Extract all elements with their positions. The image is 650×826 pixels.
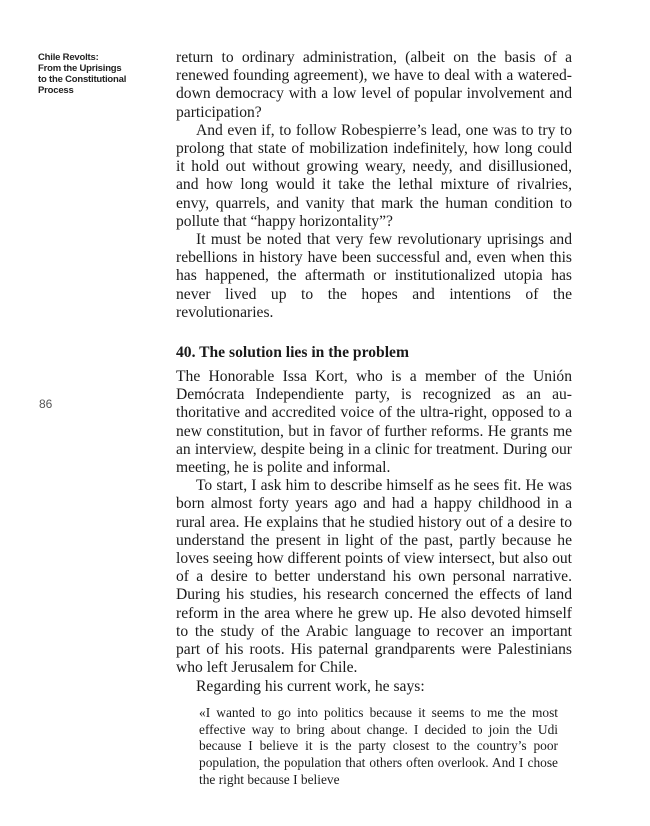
paragraph: The Honorable Issa Kort, who is a member of the Unión Demócrata Independiente party, is recognized as an authoritative and accredited voice of the ultra-right, opposed to a new constitution, but in favor of further reforms. He grants me an interview, despite being in a clinic for treatment. During our meeting, he is polite and informal. [176, 368, 572, 477]
section-heading: 40. The solution lies in the problem [176, 344, 409, 362]
paragraph: To start, I ask him to describe himself as he sees fit. He was born almost forty years ago and had a happy childhood in a rural area. He explains that he studied history out of a desire to understand the present in light of the past, partly because he loves seeing how different points of view intersect, but also out of a desire to better understand his own personal narrative. During his studies, his research concerned the effects of land reform in the area where he grew up. He also devoted himself to the study of the Arabic language to recover an important part of his roots. His paternal grandparents were Palestinians who left Jerusalem for Chile. [176, 477, 572, 677]
running-head [38, 52, 163, 96]
running-head-line: Process [38, 85, 74, 96]
paragraph: It must be noted that very few revolutionary uprisings and rebellions in history have been successful and, even when this has happened, the aftermath or institutionalized utopia has never lived up to the hopes and intentions of the revolutionaries. [176, 231, 572, 321]
running-head-line: From the Uprisings [38, 63, 122, 74]
page-number: 86 [39, 397, 53, 411]
paragraph: And even if, to follow Robespierre’s lead, one was to try to prolong that state of mobilization indefinitely, how long could it hold out without growing weary, needy, and disillusioned, and how long would it take the lethal mixture of rivalries, envy, quarrels, and vanity that mark the human condition to pollute that “happy horizontality”? [176, 121, 572, 230]
text-column [176, 49, 572, 789]
paragraph: Regarding his current work, he says: [196, 677, 425, 695]
paragraph: return to ordinary administration, (albeit on the basis of a renewed founding agreement), we have to deal with a watered-down democracy with a low level of popular involvement and participation? [176, 49, 572, 121]
running-head-line: to the Constitutional [38, 74, 127, 85]
running-head-line: Chile Revolts: [38, 52, 99, 63]
block-quote: «I wanted to go into politics because it seems to me the most effective way to bring about change. I decided to join the Udi because I believe it is the party closest to the country’s poor population, the population that others often overlook. And I chose the right because I believe [199, 704, 558, 787]
